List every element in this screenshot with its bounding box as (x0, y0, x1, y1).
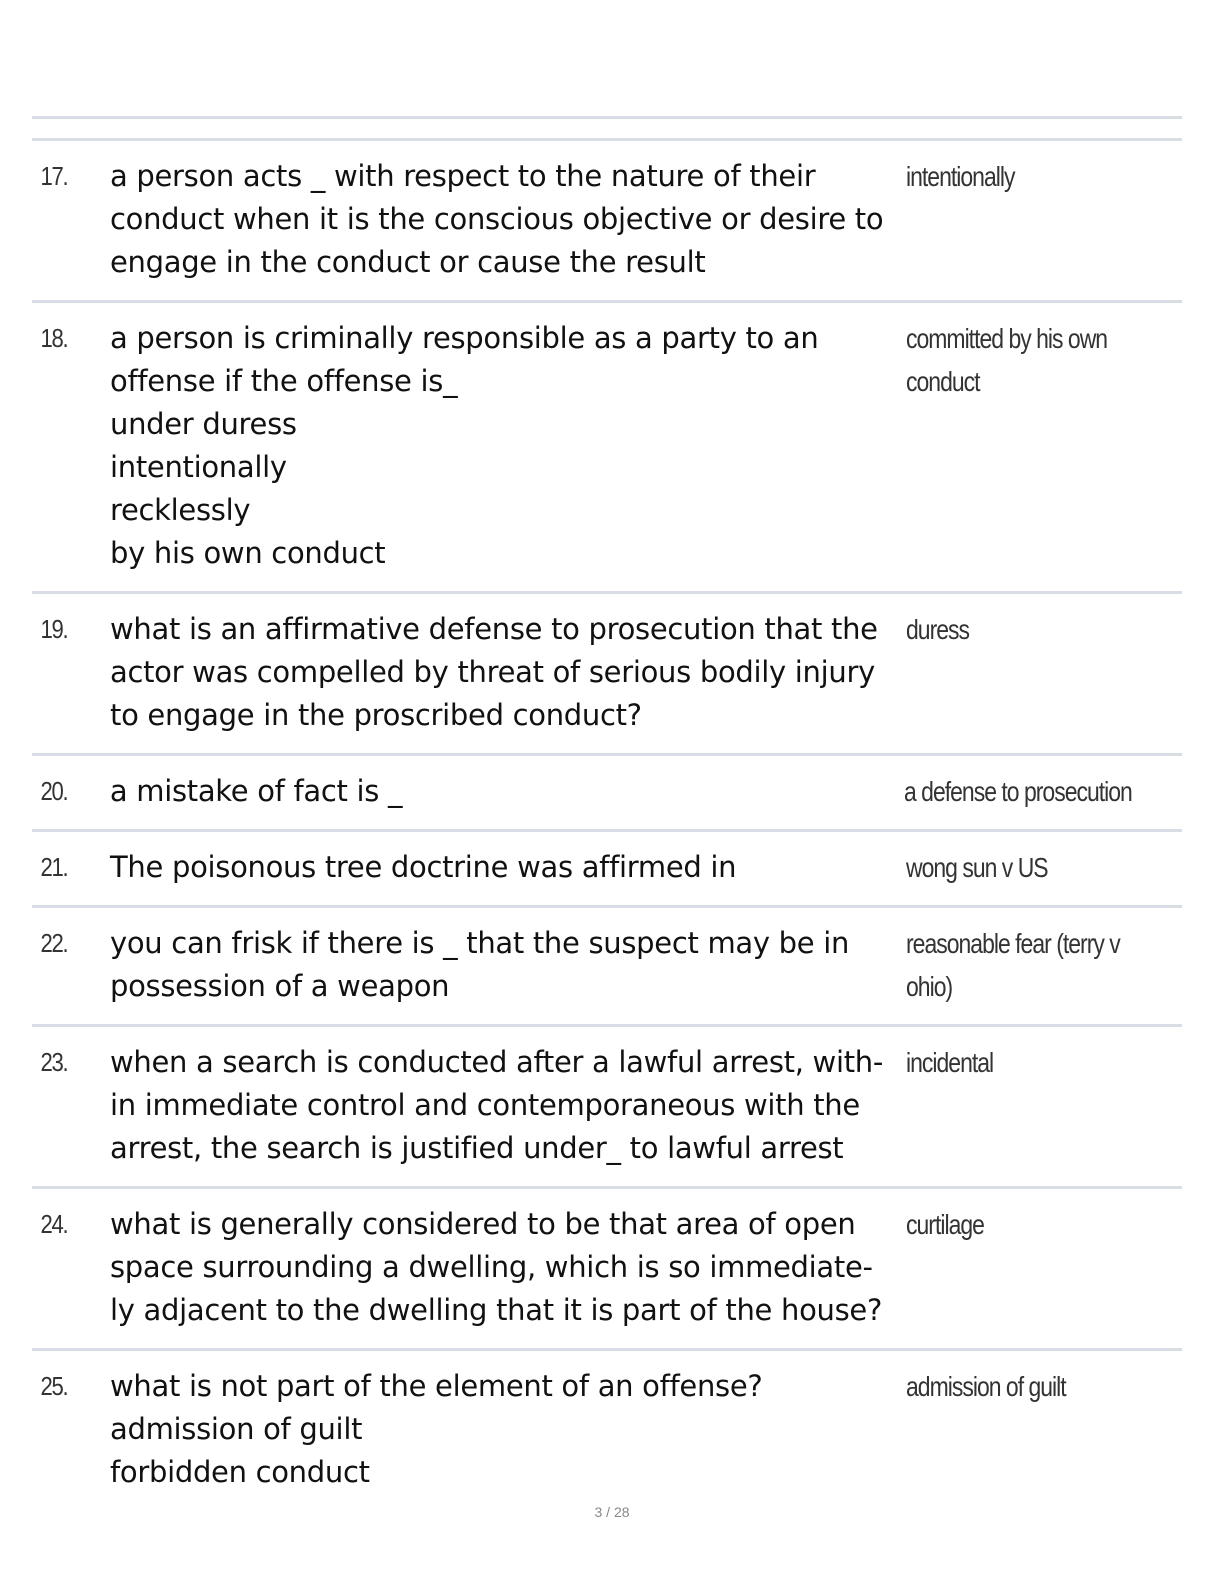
question-number: 19. (40, 614, 68, 644)
question-line: under duress (110, 407, 297, 441)
answer-text (906, 922, 1182, 1008)
answer-line: duress (906, 614, 970, 645)
answer-line: intentionally (906, 161, 1015, 192)
question-line: in immediate control and contemporaneous with the (110, 1088, 860, 1122)
question-line: actor was compelled by threat of serious bodily injury (110, 655, 875, 689)
question-line: a person is criminally responsible as a party to an (110, 321, 819, 355)
flashcard-row (32, 1186, 1182, 1348)
answer-text (906, 608, 1182, 737)
question-line: offense if the offense is_ (110, 364, 458, 398)
question-text (110, 1041, 906, 1170)
flashcard-row (32, 905, 1182, 1024)
question-line: admission of guilt (110, 1412, 363, 1446)
question-line: a mistake of fact is _ (109, 774, 403, 808)
question-line: space surrounding a dwelling, which is so immediate- (110, 1250, 873, 1284)
question-text (110, 846, 906, 889)
question-number: 20. (40, 776, 68, 806)
question-line: conduct when it is the conscious objective or desire to (110, 202, 884, 236)
question-number: 21. (40, 852, 68, 882)
question-line: possession of a weapon (110, 969, 450, 1003)
answer-text (906, 1365, 1182, 1494)
flashcard-row (32, 753, 1182, 829)
answer-text (904, 770, 1182, 813)
answer-line: reasonable fear (terry v (906, 928, 1120, 959)
flashcard-list (32, 138, 1182, 1510)
flashcard-row (32, 1348, 1182, 1510)
answer-line: curtilage (906, 1209, 984, 1240)
answer-line: incidental (906, 1047, 994, 1078)
question-line: arrest, the search is justified under_ to lawful arrest (110, 1131, 844, 1165)
header-divider (32, 116, 1182, 119)
question-text (110, 770, 904, 813)
question-text (110, 155, 906, 284)
question-line: intentionally (110, 450, 287, 484)
question-text (110, 608, 906, 737)
flashcard-row (32, 1024, 1182, 1186)
flashcard-row (32, 300, 1182, 591)
question-number: 17. (40, 161, 68, 191)
question-text (110, 1203, 906, 1332)
answer-text (906, 1203, 1182, 1332)
question-line: what is generally considered to be that area of open (110, 1207, 856, 1241)
answer-text (906, 155, 1182, 284)
flashcard-row (32, 138, 1182, 300)
question-line: a person acts _ with respect to the nature of their (110, 159, 816, 193)
question-line: forbidden conduct (110, 1455, 370, 1489)
question-line: ly adjacent to the dwelling that it is part of the house? (110, 1293, 883, 1327)
answer-text (906, 846, 1182, 889)
question-number: 22. (40, 928, 68, 958)
page-indicator: 3 / 28 (594, 1504, 630, 1520)
question-line: you can frisk if there is _ that the suspect may be in (110, 926, 850, 960)
flashcard-row (32, 829, 1182, 905)
answer-line: committed by his own (906, 323, 1108, 354)
answer-text (906, 1041, 1182, 1170)
question-text (110, 1365, 906, 1494)
answer-line: wong sun v US (906, 852, 1048, 883)
question-number: 23. (40, 1047, 68, 1077)
question-line: engage in the conduct or cause the result (110, 245, 706, 279)
question-line: recklessly (110, 493, 251, 527)
question-text (110, 317, 906, 575)
question-number: 25. (40, 1371, 68, 1401)
question-number: 24. (40, 1209, 68, 1239)
answer-line: conduct (906, 366, 980, 397)
question-number: 18. (40, 323, 68, 353)
question-line: to engage in the proscribed conduct? (110, 698, 642, 732)
answer-line: admission of guilt (906, 1371, 1066, 1402)
answer-line: ohio) (906, 971, 953, 1002)
answer-line: a defense to prosecution (904, 776, 1132, 807)
question-line: by his own conduct (110, 536, 386, 570)
question-line: what is an affirmative defense to prosecution that the (110, 612, 878, 646)
flashcard-row (32, 591, 1182, 753)
question-line: The poisonous tree doctrine was affirmed in (110, 850, 737, 884)
question-line: when a search is conducted after a lawful arrest, with- (110, 1045, 884, 1079)
question-text (110, 922, 906, 1008)
question-line: what is not part of the element of an offense? (110, 1369, 763, 1403)
answer-text (906, 317, 1182, 575)
